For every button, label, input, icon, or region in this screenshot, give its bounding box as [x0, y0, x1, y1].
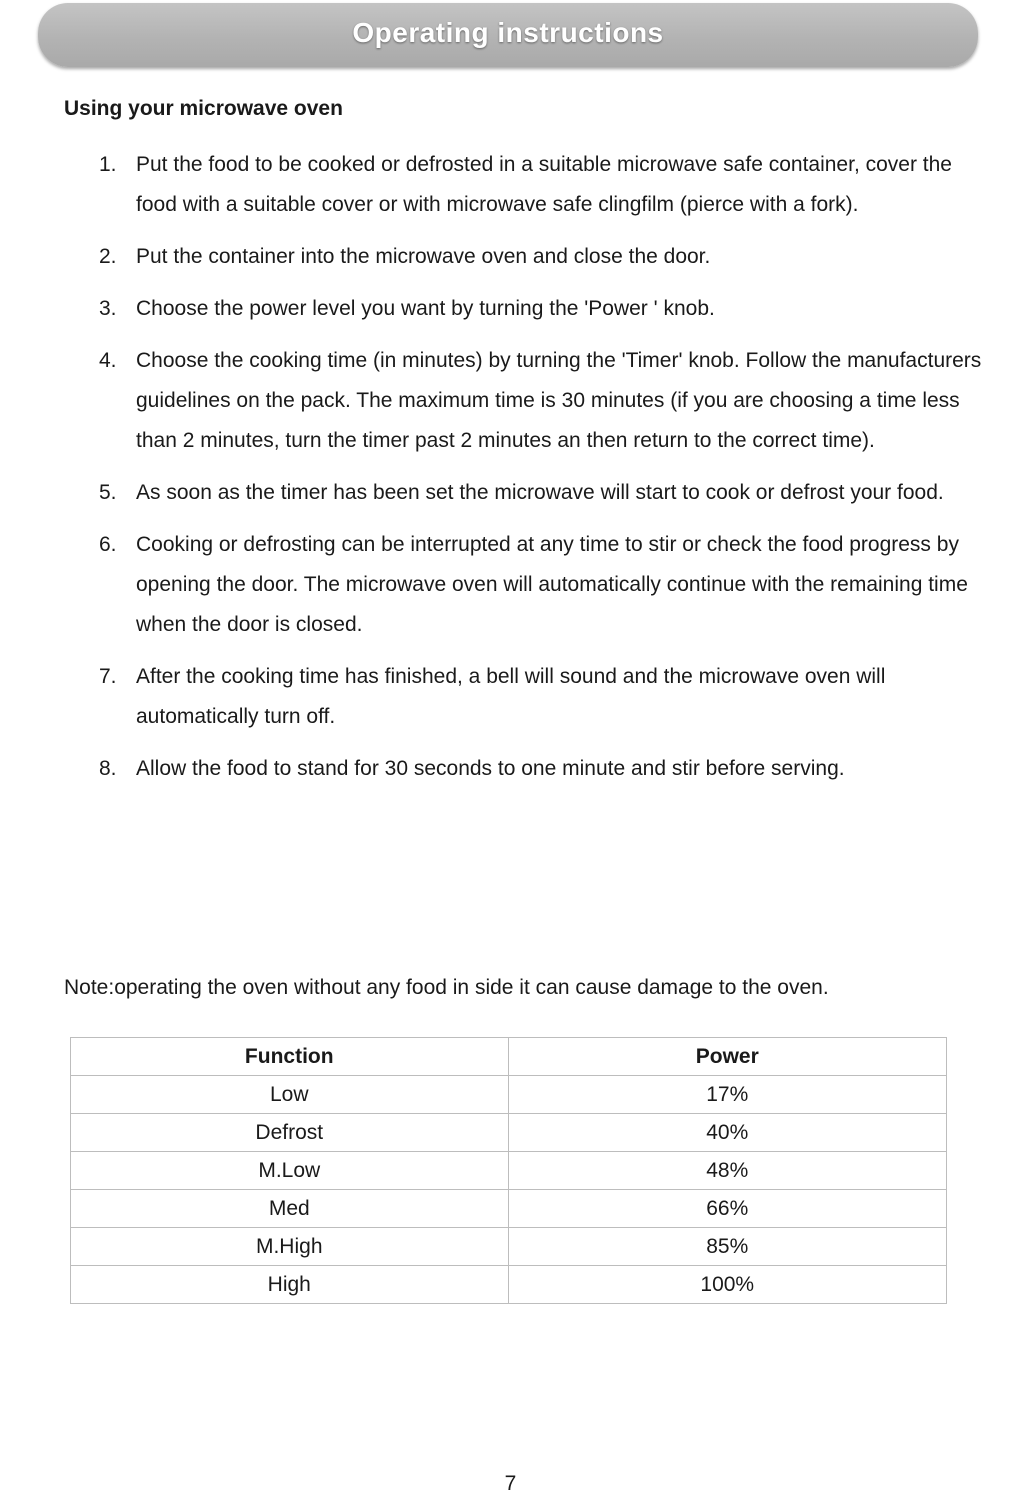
function-cell: Low	[71, 1076, 509, 1114]
function-cell: M.Low	[71, 1152, 509, 1190]
step-number: 6.	[99, 533, 117, 556]
power-cell: 40%	[508, 1114, 946, 1152]
power-cell: 48%	[508, 1152, 946, 1190]
step-number: 2.	[99, 245, 117, 268]
step-number: 3.	[99, 297, 117, 320]
table-row	[71, 1152, 947, 1190]
step-item	[0, 749, 1021, 789]
step-item	[0, 473, 1021, 513]
table-row	[71, 1076, 947, 1114]
step-number: 5.	[99, 481, 117, 504]
step-text: Choose the power level you want by turning the 'Power ' knob.	[136, 297, 715, 320]
step-item	[0, 145, 1021, 225]
table-row	[71, 1228, 947, 1266]
table-row	[71, 1266, 947, 1304]
header-banner	[38, 3, 978, 67]
step-item	[0, 525, 1021, 645]
step-text: Choose the cooking time (in minutes) by turning the 'Timer' knob. Follow the manufacturers guidelines on the pack. The maximum time is 30 minutes (if you are choosing a time less than 2 minutes, turn the timer past 2 minutes an then return to the correct time).	[136, 349, 982, 452]
step-number: 4.	[99, 349, 117, 372]
step-text: Allow the food to stand for 30 seconds to one minute and stir before serving.	[136, 757, 845, 780]
step-text: Put the food to be cooked or defrosted in a suitable microwave safe container, cover the food with a suitable cover or with microwave safe clingfilm (pierce with a fork).	[136, 153, 952, 216]
step-text: Put the container into the microwave oven and close the door.	[136, 245, 711, 268]
function-cell: Med	[71, 1190, 509, 1228]
table-row	[71, 1190, 947, 1228]
table-header-row	[71, 1038, 947, 1076]
function-cell: Defrost	[71, 1114, 509, 1152]
instruction-steps	[0, 145, 1021, 801]
column-header-power: Power	[508, 1038, 946, 1076]
step-item	[0, 657, 1021, 737]
step-number: 8.	[99, 757, 117, 780]
power-cell: 66%	[508, 1190, 946, 1228]
column-header-function: Function	[71, 1038, 509, 1076]
step-number: 1.	[99, 153, 117, 176]
step-item	[0, 237, 1021, 277]
function-cell: High	[71, 1266, 509, 1304]
table-row	[71, 1114, 947, 1152]
step-text: As soon as the timer has been set the microwave will start to cook or defrost your food.	[136, 481, 944, 504]
power-cell: 17%	[508, 1076, 946, 1114]
note-text: Note:operating the oven without any food in side it can cause damage to the oven.	[64, 976, 829, 999]
power-cell: 100%	[508, 1266, 946, 1304]
step-item	[0, 289, 1021, 329]
section-heading: Using your microwave oven	[64, 97, 343, 120]
step-text: After the cooking time has finished, a bell will sound and the microwave oven will automatically turn off.	[136, 665, 886, 728]
step-text: Cooking or defrosting can be interrupted at any time to stir or check the food progress by opening the door. The microwave oven will automatically continue with the remaining time when the door is closed.	[136, 533, 968, 636]
function-cell: M.High	[71, 1228, 509, 1266]
page-number: 7	[504, 1472, 517, 1495]
power-cell: 85%	[508, 1228, 946, 1266]
page-title: Operating instructions	[352, 17, 664, 48]
power-level-table	[70, 1037, 947, 1304]
step-item	[0, 341, 1021, 461]
step-number: 7.	[99, 665, 117, 688]
